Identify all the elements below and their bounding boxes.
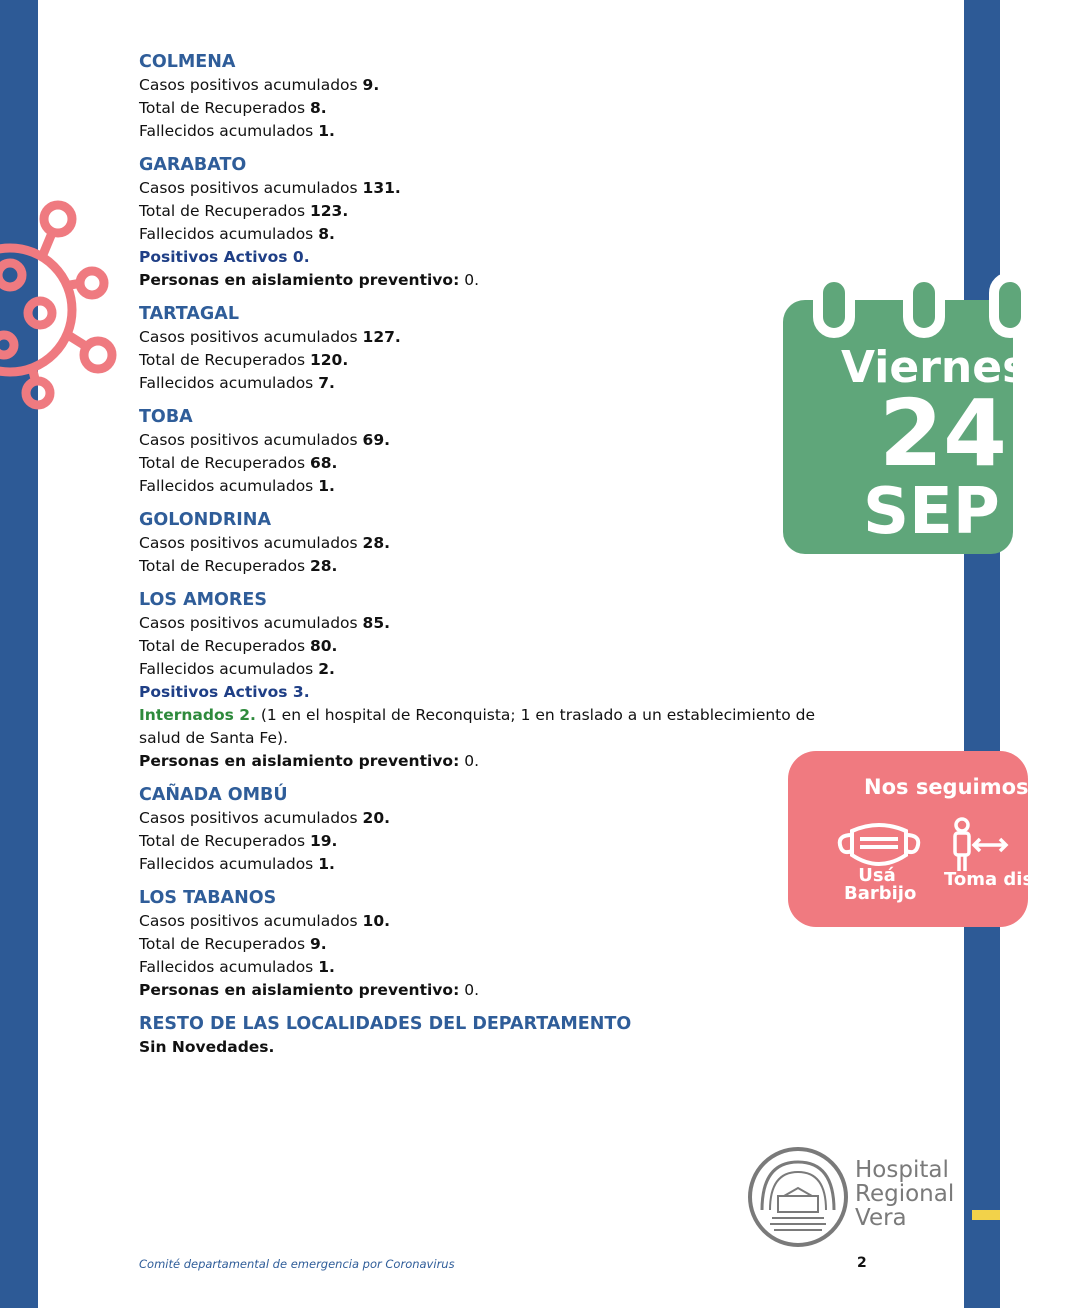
cases-line: Casos positivos acumulados 127.: [139, 328, 401, 346]
active-cases-line: Positivos Activos 0.: [139, 248, 310, 266]
locality-toba: [139, 405, 879, 498]
locality-rest: [139, 1012, 879, 1059]
active-cases-line: Positivos Activos 3.: [139, 683, 310, 701]
cases-line: Casos positivos acumulados 10.: [139, 912, 391, 930]
page-number: 2: [857, 1255, 867, 1271]
cases-line: Casos positivos acumulados 9.: [139, 76, 380, 94]
deaths-line: Fallecidos acumulados 8.: [139, 225, 335, 243]
isolation-line: Personas en aislamiento preventivo: 0.: [139, 981, 479, 999]
locality-heading: RESTO DE LAS LOCALIDADES DEL DEPARTAMENTO: [139, 1014, 632, 1034]
recovered-line: Total de Recuperados 80.: [139, 637, 338, 655]
deaths-line: Fallecidos acumulados 1.: [139, 855, 335, 873]
calendar-ring: [903, 272, 945, 338]
yellow-accent-dash: [972, 1210, 1000, 1220]
calendar-day-number: 24: [879, 380, 1008, 487]
isolation-line: Personas en aislamiento preventivo: 0.: [139, 752, 479, 770]
no-news-line: Sin Novedades.: [139, 1038, 275, 1056]
calendar-ring: [989, 272, 1031, 338]
locality-golondrina: [139, 508, 879, 578]
recovered-line: Total de Recuperados 68.: [139, 454, 338, 472]
locality-tartagal: [139, 302, 879, 395]
deaths-line: Fallecidos acumulados 7.: [139, 374, 335, 392]
locality-garabato: [139, 153, 879, 292]
recovered-line: Total de Recuperados 28.: [139, 557, 338, 575]
locality-heading: LOS TABANOS: [139, 888, 277, 908]
virus-icon: [0, 195, 130, 415]
recovered-line: Total de Recuperados 19.: [139, 832, 338, 850]
isolation-line: Personas en aislamiento preventivo: 0.: [139, 271, 479, 289]
recovered-line: Total de Recuperados 8.: [139, 99, 327, 117]
deaths-line: Fallecidos acumulados 1.: [139, 122, 335, 140]
right-blue-bar: [964, 0, 1000, 1308]
locality-canada-ombu: [139, 783, 879, 876]
cases-line: Casos positivos acumulados 131.: [139, 179, 401, 197]
cases-line: Casos positivos acumulados 20.: [139, 809, 391, 827]
locality-heading: CAÑADA OMBÚ: [139, 785, 288, 805]
report-content: [139, 50, 879, 1069]
locality-heading: TARTAGAL: [139, 304, 239, 324]
locality-los-tabanos: [139, 886, 879, 1002]
hospital-name: Hospital Regional Vera: [855, 1157, 955, 1231]
locality-los-amores: [139, 588, 879, 773]
locality-colmena: [139, 50, 879, 143]
cases-line: Casos positivos acumulados 69.: [139, 431, 391, 449]
deaths-line: Fallecidos acumulados 1.: [139, 477, 335, 495]
recovered-line: Total de Recuperados 120.: [139, 351, 349, 369]
deaths-line: Fallecidos acumulados 2.: [139, 660, 335, 678]
distance-tip-label: Toma distanc: [944, 869, 1077, 890]
deaths-line: Fallecidos acumulados 1.: [139, 958, 335, 976]
calendar-day-name: Viernes: [841, 342, 1029, 393]
recovered-line: Total de Recuperados 123.: [139, 202, 349, 220]
footer-text: Comité departamental de emergencia por Coronavirus: [139, 1257, 455, 1271]
locality-heading: TOBA: [139, 407, 193, 427]
locality-heading: COLMENA: [139, 52, 236, 72]
calendar-month: SEP: [863, 475, 1000, 549]
locality-heading: GOLONDRINA: [139, 510, 271, 530]
cases-line: Casos positivos acumulados 85.: [139, 614, 391, 632]
locality-heading: GARABATO: [139, 155, 247, 175]
mask-tip-label: Usá Barbijo: [844, 865, 917, 904]
distance-person-icon: [950, 817, 1010, 873]
hospitalized-line: Internados 2. (1 en el hospital de Reconquista; 1 en traslado a un establecimiento de salud de Santa Fe).: [139, 706, 816, 747]
hospital-logo-icon: [748, 1140, 848, 1255]
locality-heading: LOS AMORES: [139, 590, 267, 610]
prevention-title: Nos seguimos: [864, 775, 1029, 799]
cases-line: Casos positivos acumulados 28.: [139, 534, 391, 552]
recovered-line: Total de Recuperados 9.: [139, 935, 327, 953]
